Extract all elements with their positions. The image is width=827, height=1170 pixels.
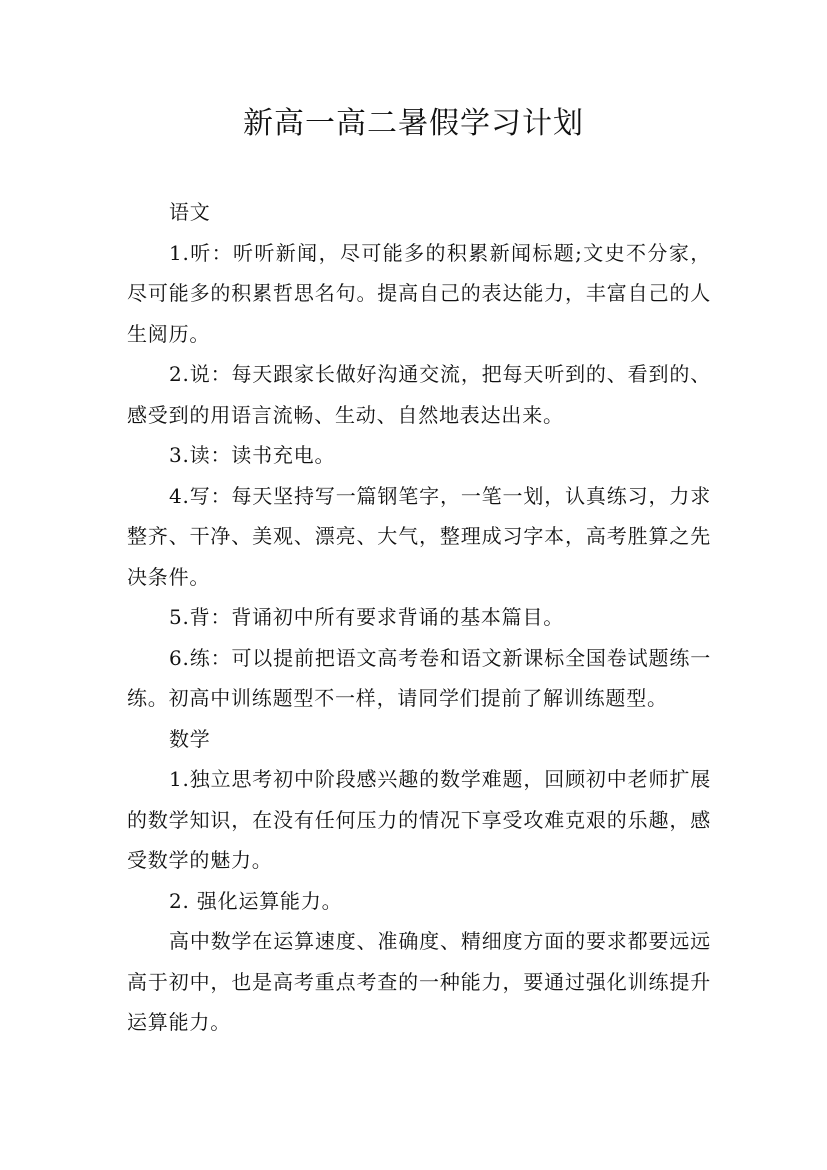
paragraph-writing: 4.写：每天坚持写一篇钢笔字，一笔一划，认真练习，力求整齐、干净、美观、漂亮、大气，整理成习字本，高考胜算之先决条件。 — [127, 483, 711, 589]
paragraph-practice: 6.练：可以提前把语文高考卷和语文新课标全国卷试题练一练。初高中训练题型不一样，请同学们提前了解训练题型。 — [127, 645, 711, 710]
paragraph-speaking: 2.说：每天跟家长做好沟通交流，把每天听到的、看到的、感受到的用语言流畅、生动、自然地表达出来。 — [127, 362, 711, 427]
paragraph-math-thinking: 1.独立思考初中阶段感兴趣的数学难题，回顾初中老师扩展的数学知识，在没有任何压力的情况下享受攻难克艰的乐趣，感受数学的魅力。 — [127, 767, 711, 872]
section-heading-chinese: 语文 — [169, 200, 211, 224]
paragraph-math-calculation-heading: 2. 强化运算能力。 — [169, 888, 343, 913]
document-body — [127, 192, 711, 1043]
paragraph-listening: 1.听：听听新闻，尽可能多的积累新闻标题;文史不分家，尽可能多的积累哲思名句。提高自己的表达能力，丰富自己的人生阅历。 — [127, 240, 711, 346]
paragraph-reciting: 5.背：背诵初中所有要求背诵的基本篇目。 — [169, 605, 565, 629]
paragraph-reading: 3.读：读书充电。 — [169, 443, 336, 467]
section-heading-math: 数学 — [169, 726, 211, 751]
document-title: 新高一高二暑假学习计划 — [243, 106, 584, 141]
paragraph-math-calculation: 高中数学在运算速度、准确度、精细度方面的要求都要远远高于初中，也是高考重点考查的一种能力，要通过强化训练提升运算能力。 — [127, 929, 711, 1034]
